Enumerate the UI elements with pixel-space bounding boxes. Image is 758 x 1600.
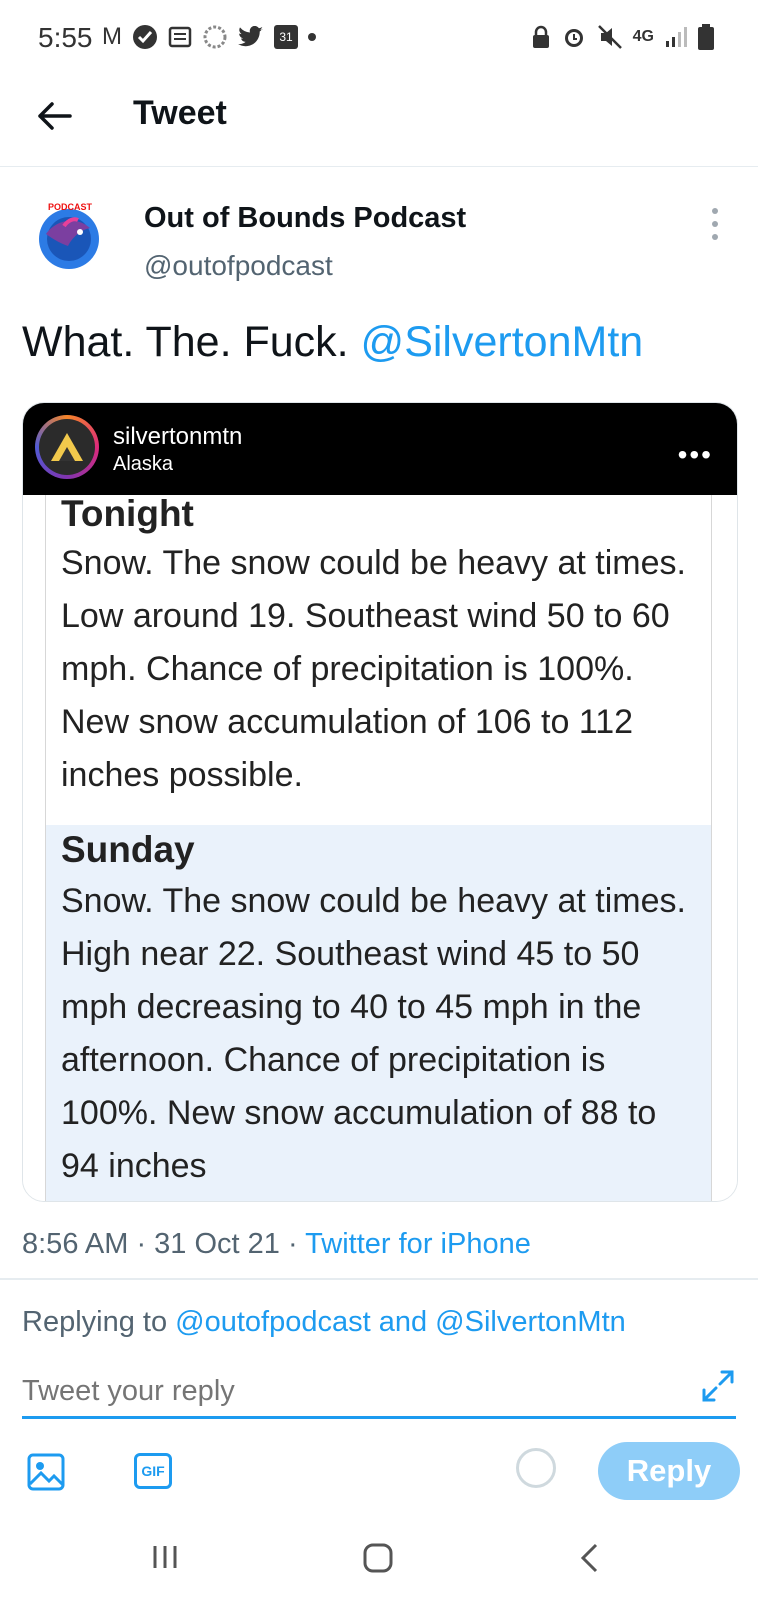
recents-icon[interactable] <box>150 1542 180 1572</box>
podcast-logo-icon <box>24 194 114 284</box>
battery-icon <box>698 24 714 50</box>
replying-mentions[interactable]: @outofpodcast and @SilvertonMtn <box>175 1306 626 1338</box>
system-nav-bar <box>0 1520 758 1600</box>
check-icon <box>132 24 158 50</box>
gmail-icon: M <box>102 23 122 50</box>
status-time: 5:55 <box>38 22 93 53</box>
avatar-top-text: PODCAST <box>47 202 93 212</box>
alarm-icon <box>561 24 587 50</box>
author-handle[interactable]: @outofpodcast <box>144 250 333 281</box>
replying-to <box>22 1306 626 1339</box>
ig-more-icon: ••• <box>677 439 713 470</box>
mountain-logo-icon <box>35 415 99 479</box>
calendar-day: 31 <box>279 30 293 44</box>
reply-button[interactable]: Reply <box>598 1442 740 1500</box>
back-arrow-icon[interactable] <box>34 96 74 136</box>
network-label: 4G <box>632 28 654 45</box>
forecast-day-tonight: Tonight <box>61 493 194 534</box>
forecast-text-tonight: Snow. The snow could be heavy at times. Low around 19. Southeast wind 50 to 60 mph. Chance of precipitation is 100%. New snow accumulation of 106 to 112 inches possible. <box>61 544 686 794</box>
top-app-bar <box>0 78 758 167</box>
signal-icon <box>664 26 688 48</box>
notification-icons <box>102 22 316 52</box>
forecast-day-sunday: Sunday <box>61 829 195 870</box>
more-options-icon[interactable] <box>712 208 718 247</box>
tweet-text <box>22 318 643 367</box>
tweet-mention-link[interactable]: @SilvertonMtn <box>360 318 644 366</box>
gif-picker-icon[interactable]: GIF <box>134 1453 172 1489</box>
lock-icon <box>531 25 551 49</box>
reply-input[interactable] <box>22 1366 736 1419</box>
expand-icon[interactable] <box>700 1368 736 1404</box>
news-icon <box>168 25 192 49</box>
character-count-ring <box>516 1448 556 1488</box>
tweet-body: What. The. Fuck. <box>22 318 361 366</box>
tweet-date: 8:56 AM · 31 Oct 21 · <box>22 1228 306 1260</box>
tweet-media-image[interactable] <box>22 402 738 1202</box>
mute-icon <box>597 24 623 50</box>
tweet-source-link[interactable]: Twitter for iPhone <box>305 1228 531 1260</box>
system-icons <box>531 24 714 50</box>
divider <box>0 1278 758 1280</box>
author-avatar[interactable] <box>24 194 114 284</box>
back-nav-icon[interactable] <box>578 1542 602 1574</box>
image-picker-icon[interactable] <box>26 1452 66 1492</box>
author-name[interactable]: Out of Bounds Podcast <box>144 202 467 234</box>
forecast-screenshot <box>23 495 737 1201</box>
ig-location: Alaska <box>113 453 174 475</box>
silverton-avatar <box>35 415 99 479</box>
instagram-header <box>23 403 737 495</box>
home-icon[interactable] <box>362 1542 394 1574</box>
ig-username: silvertonmtn <box>113 423 243 450</box>
calendar-icon <box>274 25 298 49</box>
tweet-timestamp <box>22 1228 531 1261</box>
replying-prefix: Replying to <box>22 1306 176 1338</box>
dot-icon <box>308 33 316 41</box>
forecast-text-sunday: Snow. The snow could be heavy at times. High near 22. Southeast wind 45 to 50 mph decreasing to 40 to 45 mph in the afternoon. Chance of precipitation is 100%. New snow accumulation of 88 to 94 inches <box>61 882 686 1185</box>
status-bar <box>0 0 758 78</box>
sync-icon <box>202 24 228 50</box>
page-title: Tweet <box>133 94 227 132</box>
twitter-bird-icon <box>238 26 264 48</box>
